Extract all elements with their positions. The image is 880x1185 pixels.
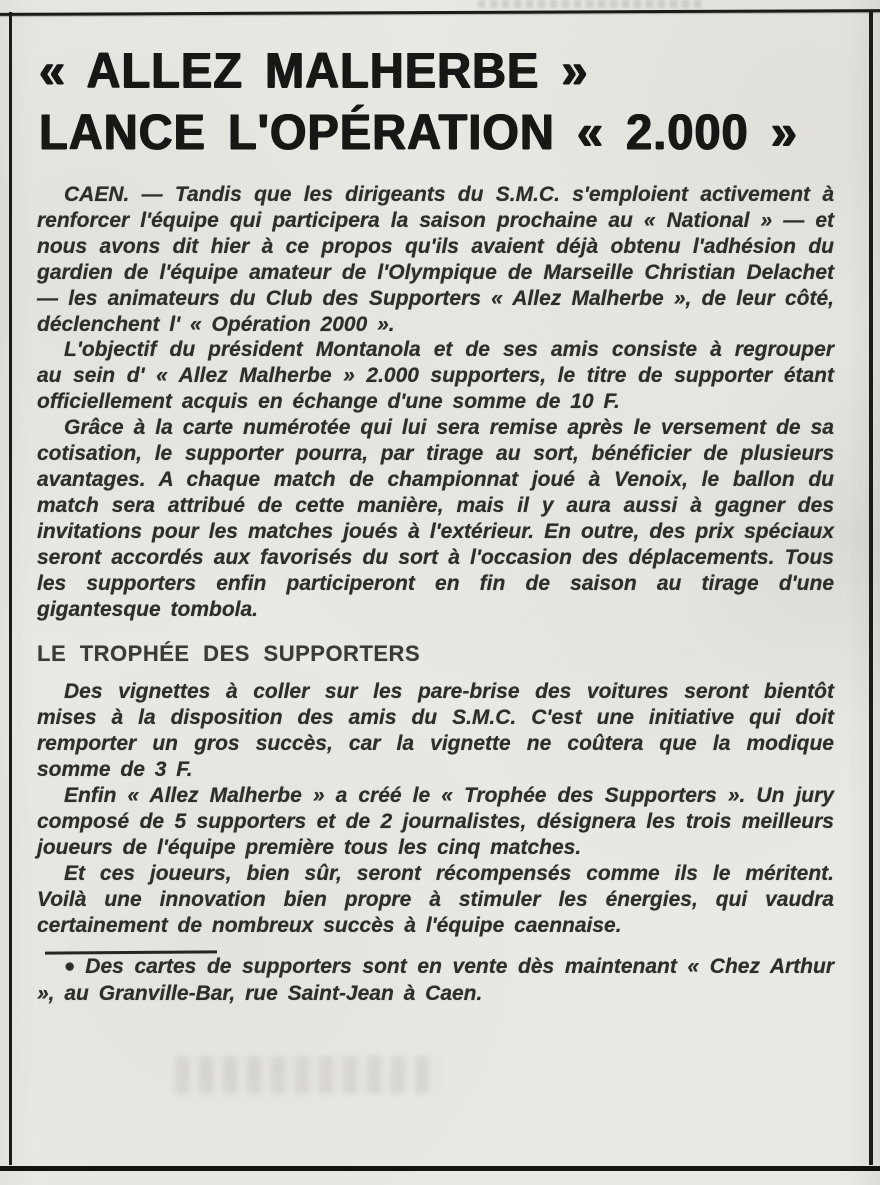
lead-paragraph-2: L'objectif du président Montanola et de ses amis consiste à regrouper au sein d' « Allez Malherbe » 2.000 supporters, le titre de supporter étant officiellement acquis en échange d'une somme de 10 F.: [37, 338, 834, 414]
headline-line-2: LANCE L'OPÉRATION « 2.000 »: [39, 103, 798, 160]
section-paragraph-2: Enfin « Allez Malherbe » a créé le « Trophée des Supporters ». Un jury composé de 5 supporters et de 2 journalistes, désignera les trois meilleurs joueurs de l'équipe première tous les cinq matches.: [37, 784, 834, 859]
article-column: [37, 40, 834, 1007]
footer-note: [37, 954, 834, 1007]
bleed-through-ghost: [175, 1056, 440, 1094]
cut-off-text-fragment: [478, 0, 703, 8]
footer-note-text: Des cartes de supporters sont en vente dès maintenant « Chez Arthur », au Granville-Bar, rue Saint-Jean à Caen.: [37, 955, 834, 1006]
lead-paragraph-3: Grâce à la carte numérotée qui lui sera remise après le versement de sa cotisation, le supporter pourra, par tirage au sort, bénéficier de plusieurs avantages. A chaque match de championnat joué à Venoix, le ballon du match sera attribué de cette manière, mais il y aura aussi à gagner des invitations pour les matches joués à l'extérieur. En outre, des prix spéciaux seront accordés aux favorisés du sort à l'occasion des déplacements. Tous les supporters enfin participeront en fin de saison au tirage d'une gigantesque tombola.: [37, 416, 834, 621]
frame-rule-top: [0, 9, 880, 16]
frame-rule-left: [9, 12, 12, 1165]
article-body: [37, 182, 834, 1007]
bullet-icon: ●: [64, 956, 77, 978]
article-headline: [39, 40, 834, 163]
headline-line-1: « ALLEZ MALHERBE »: [39, 42, 589, 99]
section-paragraph-3: Et ces joueurs, bien sûr, seront récompensés comme ils le méritent. Voilà une innovation bien propre à stimuler les énergies, qui vaudra certainement de nombreux succès à l'équipe caennaise.: [37, 861, 834, 937]
section-paragraph-1: Des vignettes à coller sur les pare-brise des voitures seront bientôt mises à la disposition des amis du S.M.C. C'est une initiative qui doit remporter un gros succès, car la vignette ne coûtera que la modique somme de 3 F.: [37, 680, 834, 782]
section-heading: LE TROPHÉE DES SUPPORTERS: [37, 641, 421, 667]
frame-rule-bottom: [0, 1166, 880, 1171]
lead-paragraph-1: CAEN. — Tandis que les dirigeants du S.M.C. s'emploient activement à renforcer l'équipe qui participera la saison prochaine au « National » — et nous avons dit hier à ce propos qu'ils avaient déjà obtenu l'adhésion du gardien de l'équipe amateur de l'Olympique de Marseille Christian Delachet — les animateurs du Club des Supporters « Allez Malherbe », de leur côté, déclenchent l' « Opération 2000 ».: [37, 183, 834, 336]
frame-rule-right: [869, 12, 873, 1165]
